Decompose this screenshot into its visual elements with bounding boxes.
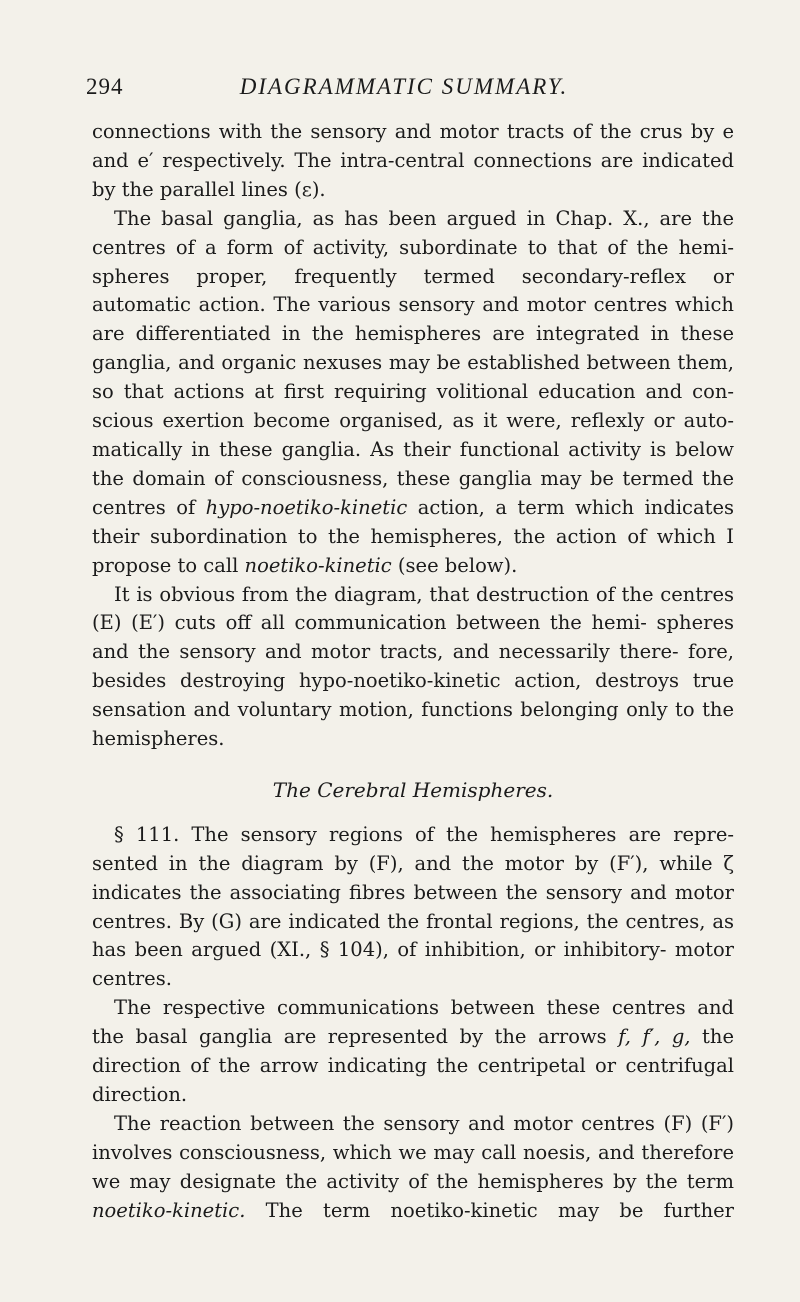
- paragraph-section-111: § 111. The sensory regions of the hemispheres are repre- sented in the diagram by (F), and the motor by (F′), while ζ indicates the associating fibres between the sensory and motor centres. By (G) are indicated the frontal regions, the centres, as has been argued (XI., § 104), of inhibition, or inhibitory- motor centres.: [92, 822, 734, 991]
- paragraph-destruction: It is obvious from the diagram, that destruction of the centres (E) (E′) cuts off all communication between the hemi- spheres and the sensory and motor tracts, and necessarily there- fore, besides destroying hypo-noetiko-kinetic action, destroys true sensation and voluntary motion, functions belonging only to the hemispheres.: [92, 582, 734, 751]
- body-text: [92, 118, 734, 1226]
- arrow-labels: f, f′, g,: [618, 1025, 691, 1049]
- page-header: [86, 74, 722, 104]
- paragraph-continuation: connections with the sensory and motor tracts of the crus by e and e′ respectively. The intra-central connections are indicated by the parallel lines (ε).: [92, 120, 734, 201]
- section-heading: The Cerebral Hemispheres.: [272, 777, 554, 802]
- term-hypo-noetiko-kinetic: hypo-noetiko-kinetic: [205, 495, 408, 519]
- paragraph-basal-ganglia: The basal ganglia, as has been argued in Chap. X., are the centres of a form of activity, subordinate to that of the hemi- spheres proper, frequently termed secondary-reflex or automatic action. The various sensory and motor centres which are differentiated in the hemispheres are integrated in these ganglia, and organic nexuses may be established between them, so that actions at first requiring volitional education and con- scious exertion become organised, as it were, reflexly or auto- matically in these ganglia. As their functional activity is below the domain of consciousness, these ganglia may be termed the centres of hypo-noetiko-kinetic action, a term which indicates their subordination to the hemispheres, the action of which I propose to call noetiko-kinetic (see below).: [92, 206, 734, 577]
- term-noetiko-kinetic-2: noetiko-kinetic.: [92, 1198, 246, 1222]
- paragraph-reaction: The reaction between the sensory and motor centres (F) (F′) involves consciousness, which we may call noesis, and therefore we may designate the activity of the hemispheres by the term noetiko-kinetic. The term noetiko-kinetic may be further: [92, 1111, 734, 1222]
- term-noetiko-kinetic: noetiko-kinetic: [244, 553, 392, 577]
- page-number: 294: [86, 74, 124, 99]
- paragraph-communications: The respective communications between these centres and the basal ganglia are represented by the arrows f, f′, g, the direction of the arrow indicating the centripetal or centrifugal direction.: [92, 996, 734, 1106]
- running-title: DIAGRAMMATIC SUMMARY.: [239, 74, 569, 99]
